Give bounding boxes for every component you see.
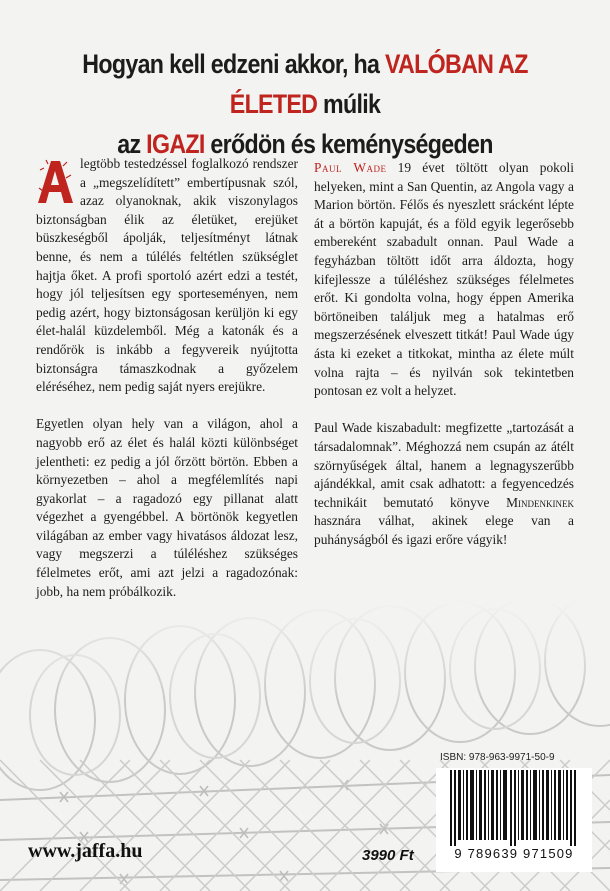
book-title-caps: Mindenkinek bbox=[506, 494, 574, 510]
headline-emphasis: VALÓBAN AZ ÉLETED bbox=[229, 49, 528, 119]
right-column bbox=[314, 159, 574, 568]
drop-cap bbox=[36, 158, 74, 204]
right-paragraph-2-text: Paul Wade kiszabadult: megfizette „tartozását a társadalomnak”. Méghozzá nem csupán az átélt szörnyűségek által, hanem a legnagyszerűbb ajándékkal, amit csak adhatott: a fegyencedzés technikáit bemutató könyve bbox=[314, 420, 574, 510]
headline-text: az bbox=[117, 129, 147, 159]
headline-line-1 bbox=[43, 44, 568, 124]
right-paragraph-2-text-end: hasznára válhat, akinek elege van a puhányságból és igazi erőre vágyik! bbox=[314, 513, 574, 547]
right-paragraph-2 bbox=[314, 419, 574, 549]
headline-text: Hogyan kell edzeni akkor, ha bbox=[82, 49, 385, 79]
author-name: Paul Wade bbox=[314, 160, 387, 175]
left-paragraph-1-text: legtöbb testedzéssel foglalkozó rendszer a „megszelídített” embertípusnak szól, azaz olyanoknak, akik viszonylagos biztonságban élik az életüket, erejüket büszkeségből ápolják, teljesítményt látnak benne, és nem a túlélés feltétlen szükséglet hajtja őket. A profi sportoló azért edzi a testét, hogy jól teljesítsen egy sporteseményen, nem pedig azért, hogy biztonságosan kerüljön ki egy élet-halál küzdelemből. Még a katonák és a rendőrök is inkább a fegyvereik nyújtotta biztonságra támaszkodnak a győzelem eléréséhez, nem pedig saját nyers erejükre. bbox=[36, 156, 298, 395]
barcode-icon bbox=[450, 770, 580, 846]
headline bbox=[43, 44, 568, 164]
left-paragraph-1 bbox=[36, 155, 298, 397]
left-column bbox=[36, 155, 298, 620]
price-label: 3990 Ft bbox=[362, 847, 414, 864]
headline-emphasis: IGAZI bbox=[146, 129, 205, 159]
left-paragraph-2: Egyetlen olyan hely van a világon, ahol a nagyobb erő az élet és halál közti különbséget jelentheti: ez pedig a jól őrzött börtön. Ebben a környezetben – ahol a megfélemlítés napi gyakorlat – a ragadozó egy pillanat alatt végezhet a gyengébbel. A börtönök kegyetlen világában az ember vagy hivatásos áldozat lesz, vagy megszerzi a túléléshez szükséges félelmetes erőt, ami azt jelzi a ragadozónak: jobb, ha nem próbálkozik. bbox=[36, 416, 298, 599]
headline-text: erődön és keménységeden bbox=[204, 129, 493, 159]
right-paragraph-1-text: 19 évet töltött olyan pokoli helyeken, mint a San Quentin, az Angola vagy a Marion börtön. Félős és nyeszlett srácként lépte át a börtön kapuját, és a föld egyik legerősebb embereként szabadult onnan. Paul Wade a fegyházban töltött időt arra áldozta, hogy kifejlessze a túléléshez szükséges félelmetes erőt. Ki gondolta volna, hogy éppen Amerika börtöneiben találjuk meg a hatalmas erő megszerzésének elveszett titkát! Paul Wade úgy ásta ki ezeket a titkokat, mintha az élete múlt volna rajta – és nyilván sok tekintetben pontosan ez volt a helyzet. bbox=[314, 160, 574, 399]
isbn-label: ISBN: 978-963-9971-50-9 bbox=[440, 752, 555, 763]
barcode-digits: 9 789639 971509 bbox=[454, 846, 574, 861]
right-paragraph-1 bbox=[314, 159, 574, 401]
publisher-website[interactable]: www.jaffa.hu bbox=[28, 840, 143, 862]
headline-text: múlik bbox=[317, 89, 381, 119]
